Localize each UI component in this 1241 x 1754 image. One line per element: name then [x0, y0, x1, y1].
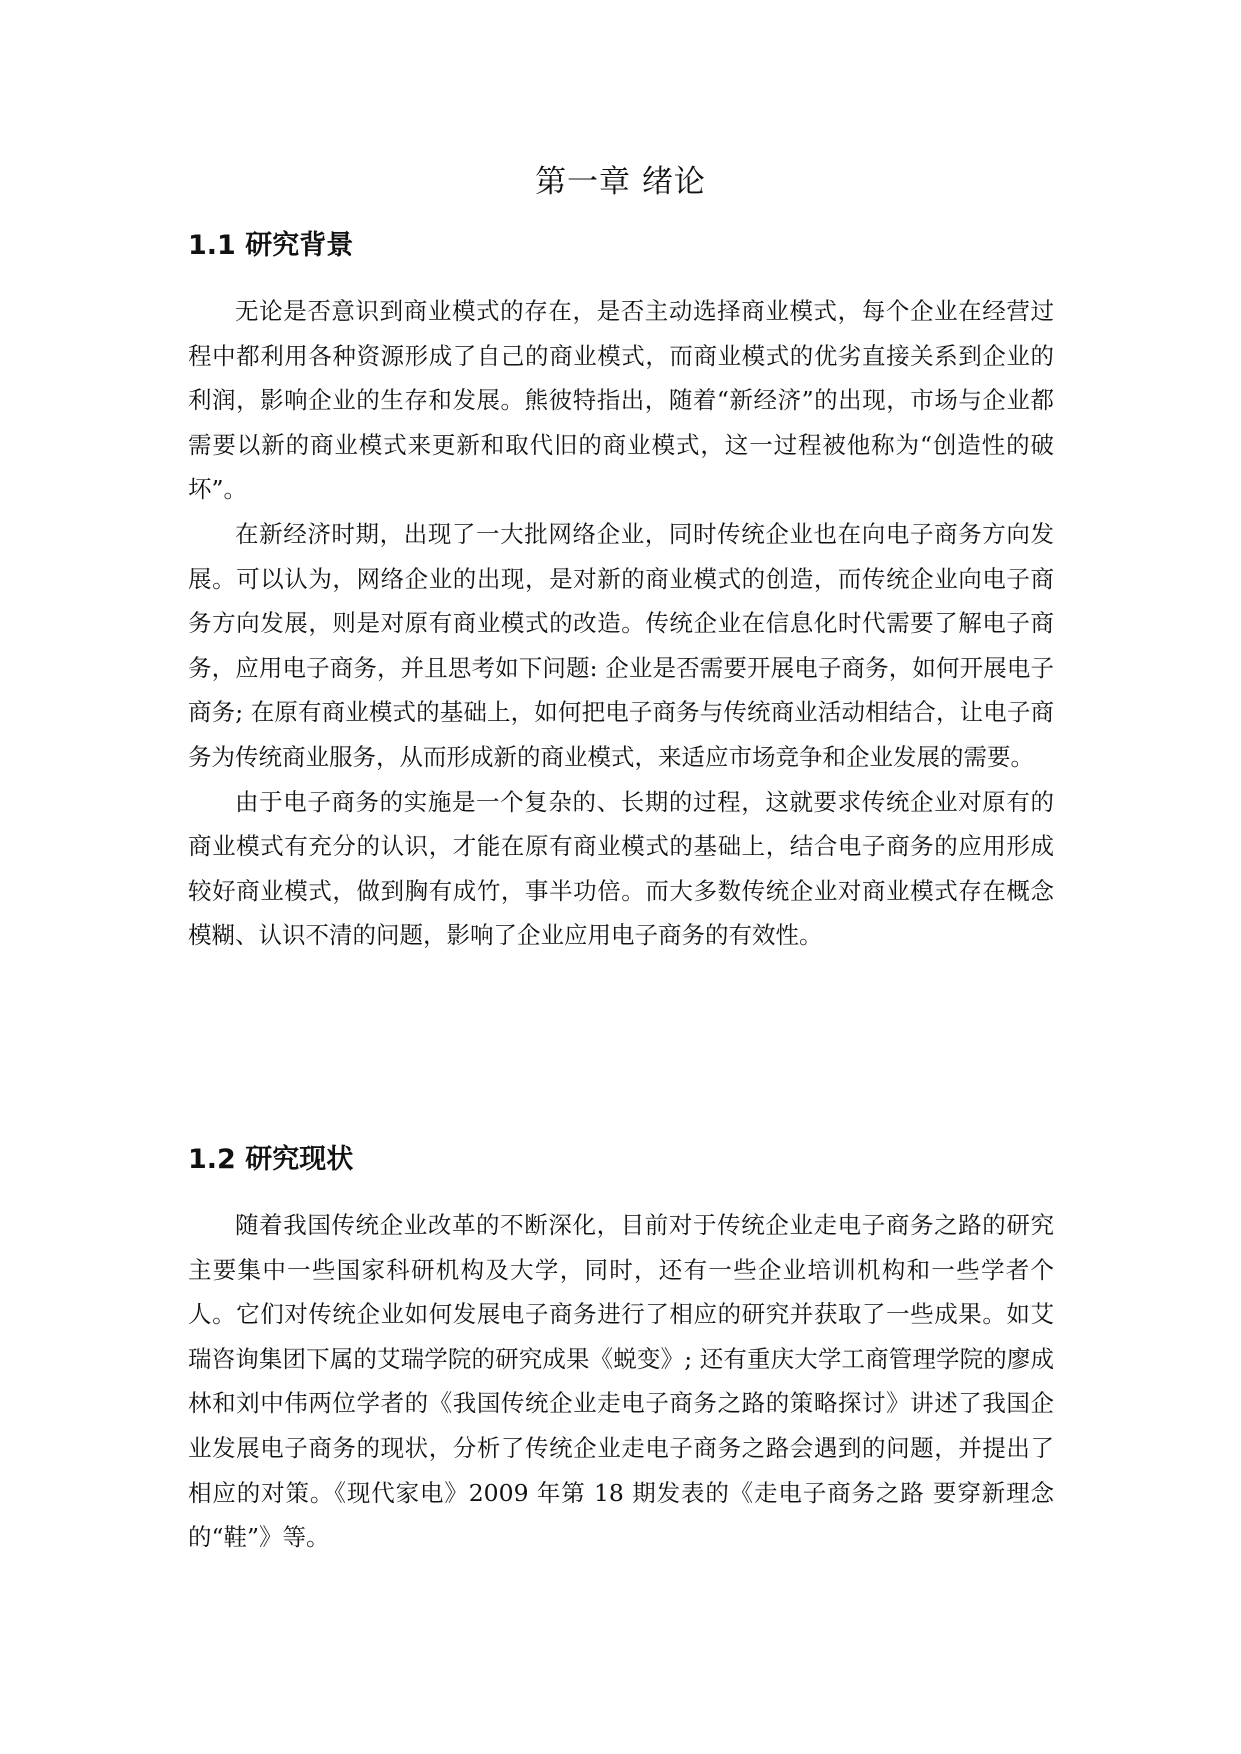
paragraph: 随着我国传统企业改革的不断深化，目前对于传统企业走电子商务之路的研究主要集中一些国家科研机构及大学，同时，还有一些企业培训机构和一些学者个人。它们对传统企业如何发展电子商务进行了相应的研究并获取了一些成果。如艾瑞咨询集团下属的艾瑞学院的研究成果《蜕变》; 还有重庆大学工商管理学院的廖成林和刘中伟两位学者的《我国传统企业走电子商务之路的策略探讨》讲述了我国企业发展电子商务的现状，分析了传统企业走电子商务之路会遇到的问题，并提出了相应的对策。《现代家电》2009 年第 18 期发表的《走电子商务之路 要穿新理念的“鞋”》等。 — [188, 1211, 1054, 1552]
section-heading-status: 1.2 研究现状 — [188, 1144, 354, 1175]
section-heading-background: 1.1 研究背景 — [188, 230, 354, 261]
section-body-status — [188, 1203, 1054, 1560]
paragraph: 由于电子商务的实施是一个复杂的、长期的过程，这就要求传统企业对原有的商业模式有充分的认识，才能在原有商业模式的基础上，结合电子商务的应用形成较好商业模式，做到胸有成竹，事半功倍。而大多数传统企业对商业模式存在概念模糊、认识不清的问题，影响了企业应用电子商务的有效性。 — [188, 787, 1054, 950]
paragraph: 在新经济时期，出现了一大批网络企业，同时传统企业也在向电子商务方向发展。可以认为，网络企业的出现，是对新的商业模式的创造，而传统企业向电子商务方向发展，则是对原有商业模式的改造。传统企业在信息化时代需要了解电子商务，应用电子商务，并且思考如下问题: 企业是否需要开展电子商务，如何开展电子商务; 在原有商业模式的基础上，如何把电子商务与传统商业活动相结合，让电子商务为传统商业服务，从而形成新的商业模式，来适应市场竞争和企业发展的需要。 — [188, 519, 1054, 771]
section-body-background — [188, 289, 1054, 958]
paragraph: 无论是否意识到商业模式的存在，是否主动选择商业模式，每个企业在经营过程中都利用各种资源形成了自己的商业模式，而商业模式的优劣直接关系到企业的利润，影响企业的生存和发展。熊彼特指出，随着“新经济”的出现，市场与企业都需要以新的商业模式来更新和取代旧的商业模式，这一过程被他称为“创造性的破坏”。 — [188, 297, 1054, 504]
chapter-title: 第一章 绪论 — [535, 164, 706, 200]
